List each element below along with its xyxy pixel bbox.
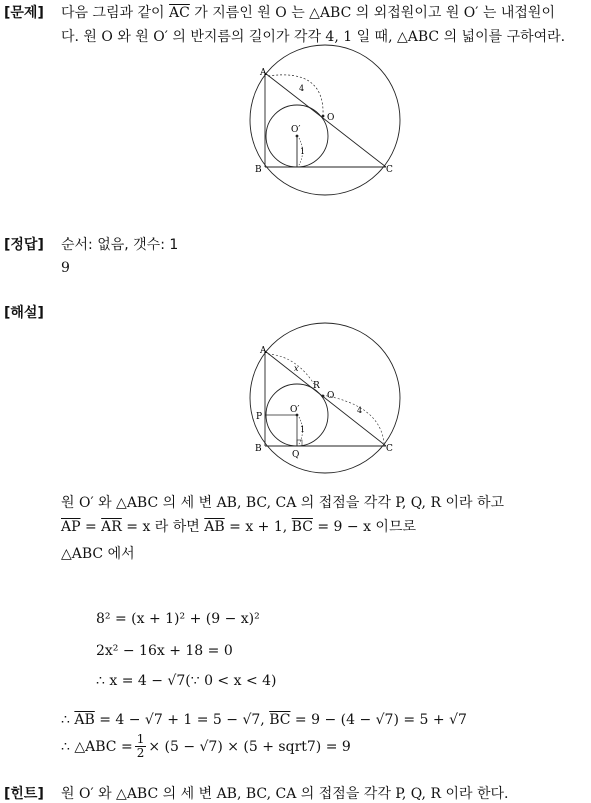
- equation-4: ∴ $\overline{AB} = 4 - √7 + 1 = 5 - √7$, $\overline{BC} = 9 - (4 - √7) = 5 + √7$: [61, 712, 467, 728]
- equation-3: ∴ x = 4 − √7(∵ 0 < x < 4): [96, 673, 277, 689]
- segment-ca: [265, 351, 386, 446]
- label-o: O: [327, 391, 335, 401]
- label-r: R: [313, 381, 320, 391]
- label-4: 4: [357, 406, 363, 415]
- label-a: A: [260, 346, 267, 356]
- label-o: O: [327, 113, 335, 123]
- equation-1: 8² = (x + 1)² + (9 − x)²: [96, 611, 260, 627]
- explanation-tag: [해설]: [4, 305, 44, 321]
- explanation-line-3: △ABC 에서: [61, 546, 135, 562]
- explanation-line-1: 원 O′ 와 △ABC 의 세 변 AB, BC, CA 의 접점을 각각 P, Q, R 이라 하고: [61, 495, 504, 511]
- label-1: 1: [300, 425, 306, 434]
- problem-line-2: 다. 원 O 와 원 O′ 의 반지름의 길이가 각각 4, 1 일 때, △ABC 의 넓이를 구하여라.: [61, 29, 566, 45]
- label-o2: O′: [291, 125, 301, 135]
- arc-radius-4: [268, 75, 323, 116]
- label-a: A: [260, 68, 267, 78]
- problem-line-1: 다음 그림과 같이 $\overline{AC}$ 가 지름인 원 O 는 △ABC 의 외접원이고 원 O′ 는 내접원이: [61, 5, 555, 21]
- arc-4: [322, 395, 384, 443]
- explanation-line-2: $\overline{AP} = \overline{AR} = x$ 라 하면 $\overline{AB} = x + 1$, $\overline{BC} = 9 - x$ 이므로: [61, 519, 417, 535]
- label-c: C: [386, 444, 393, 454]
- label-b: B: [255, 165, 262, 175]
- segment-ac: $\overline{AC}$: [169, 5, 190, 21]
- figure-2: [245, 340, 425, 470]
- label-4: 4: [299, 84, 305, 93]
- label-1: 1: [300, 147, 306, 156]
- answer-tag: [정답]: [4, 237, 44, 253]
- label-p: P: [256, 412, 263, 422]
- hint-tag: [힌트]: [4, 786, 44, 802]
- label-x: x: [294, 364, 299, 373]
- label-c: C: [386, 165, 393, 175]
- segment-ca: [265, 73, 386, 167]
- answer-value: 9: [61, 260, 70, 276]
- label-q: Q: [292, 450, 300, 460]
- label-b: B: [255, 444, 262, 454]
- label-o2: O′: [290, 405, 300, 415]
- center-o2: [296, 135, 299, 138]
- fraction-half: $\frac{1}{2}$: [136, 732, 145, 760]
- problem-tag: [문제]: [4, 5, 44, 21]
- center-o: [322, 115, 325, 118]
- center-o: [322, 395, 325, 398]
- equation-5: ∴ △ABC = $\frac{1}{2}$ × (5 − √7) × (5 + sqrt7) = 9: [61, 732, 351, 760]
- figure-1: [245, 60, 425, 190]
- equation-2: 2x² − 16x + 18 = 0: [96, 643, 233, 659]
- answer-meta: 순서: 없음, 갯수: 1: [61, 237, 179, 253]
- hint-text: 원 O′ 와 △ABC 의 세 변 AB, BC, CA 의 접점을 각각 P, Q, R 이라 한다.: [61, 786, 509, 802]
